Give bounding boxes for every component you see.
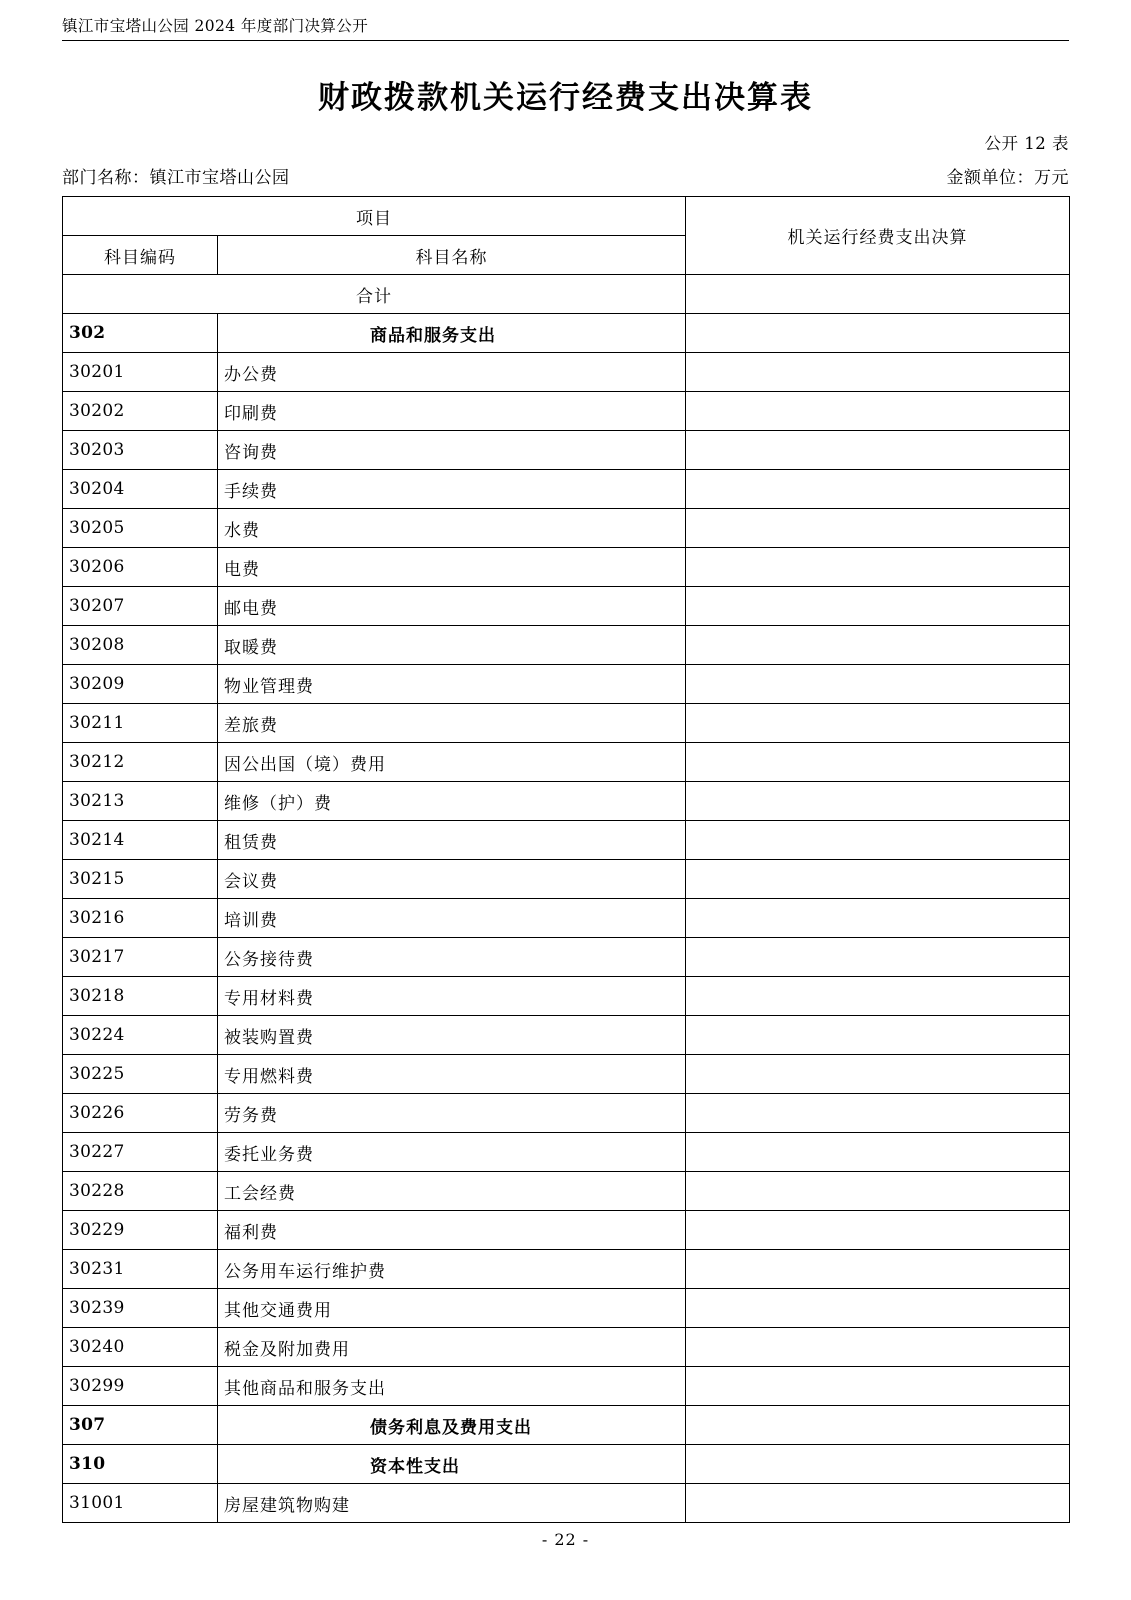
table-row — [63, 1055, 1070, 1094]
amount-unit: 金额单位：万元 — [946, 168, 1069, 188]
expenditure-value — [686, 314, 1070, 353]
expenditure-value — [686, 587, 1070, 626]
subject-name: 专用燃料费 — [218, 1055, 686, 1094]
expenditure-value — [686, 1211, 1070, 1250]
table-row — [63, 1328, 1070, 1367]
subject-name: 债务利息及费用支出 — [218, 1406, 686, 1445]
subject-code: 30203 — [63, 431, 218, 470]
table-header-row-1 — [63, 197, 1070, 236]
subject-code: 30217 — [63, 938, 218, 977]
table-row — [63, 353, 1070, 392]
subject-code: 30208 — [63, 626, 218, 665]
subject-name: 资本性支出 — [218, 1445, 686, 1484]
column-header-code: 科目编码 — [63, 236, 218, 275]
expenditure-value — [686, 470, 1070, 509]
subject-code: 30214 — [63, 821, 218, 860]
department-name: 部门名称：镇江市宝塔山公园 — [62, 168, 290, 188]
expenditure-value — [686, 1094, 1070, 1133]
subject-name: 其他商品和服务支出 — [218, 1367, 686, 1406]
subject-name: 税金及附加费用 — [218, 1328, 686, 1367]
expenditure-value — [686, 899, 1070, 938]
expenditure-value — [686, 1445, 1070, 1484]
expenditure-value — [686, 548, 1070, 587]
column-header-name: 科目名称 — [218, 236, 686, 275]
subject-code: 30204 — [63, 470, 218, 509]
expenditure-value — [686, 977, 1070, 1016]
table-row — [63, 548, 1070, 587]
expenditure-value — [686, 860, 1070, 899]
subject-code: 30205 — [63, 509, 218, 548]
subject-code: 30218 — [63, 977, 218, 1016]
subject-code: 307 — [63, 1406, 218, 1445]
subject-code: 30224 — [63, 1016, 218, 1055]
column-header-item: 项目 — [63, 197, 686, 236]
expenditure-value — [686, 1367, 1070, 1406]
subject-code: 30216 — [63, 899, 218, 938]
subject-code: 30229 — [63, 1211, 218, 1250]
subject-name: 工会经费 — [218, 1172, 686, 1211]
table-row — [63, 470, 1070, 509]
expenditure-value — [686, 743, 1070, 782]
subject-code: 30240 — [63, 1328, 218, 1367]
page-footer: - 22 - — [541, 1530, 590, 1549]
subject-name: 电费 — [218, 548, 686, 587]
subject-name: 差旅费 — [218, 704, 686, 743]
table-row — [63, 509, 1070, 548]
subject-code: 30225 — [63, 1055, 218, 1094]
table-row — [63, 587, 1070, 626]
table-row — [63, 626, 1070, 665]
expenditure-value — [686, 431, 1070, 470]
table-row — [63, 1172, 1070, 1211]
subject-name: 租赁费 — [218, 821, 686, 860]
subject-name: 水费 — [218, 509, 686, 548]
subject-name: 公务用车运行维护费 — [218, 1250, 686, 1289]
table-row — [63, 704, 1070, 743]
table-row — [63, 977, 1070, 1016]
subject-code: 30226 — [63, 1094, 218, 1133]
subject-name: 会议费 — [218, 860, 686, 899]
expenditure-value — [686, 1406, 1070, 1445]
expenditure-value — [686, 1328, 1070, 1367]
budget-table — [62, 196, 1070, 1523]
page-title: 财政拨款机关运行经费支出决算表 — [318, 80, 813, 116]
table-row — [63, 1016, 1070, 1055]
expenditure-value — [686, 626, 1070, 665]
subject-code: 30227 — [63, 1133, 218, 1172]
table-row — [63, 1406, 1070, 1445]
expenditure-value — [686, 1289, 1070, 1328]
subject-code: 30215 — [63, 860, 218, 899]
subject-name: 物业管理费 — [218, 665, 686, 704]
header-divider — [62, 40, 1069, 41]
subject-name: 劳务费 — [218, 1094, 686, 1133]
subject-code: 30201 — [63, 353, 218, 392]
table-row — [63, 665, 1070, 704]
subject-code: 31001 — [63, 1484, 218, 1523]
subject-code: 30202 — [63, 392, 218, 431]
subject-name: 手续费 — [218, 470, 686, 509]
subject-code: 30231 — [63, 1250, 218, 1289]
expenditure-value — [686, 1484, 1070, 1523]
table-row — [63, 1445, 1070, 1484]
table-body — [63, 197, 1070, 1523]
subject-code: 30228 — [63, 1172, 218, 1211]
total-value — [686, 275, 1070, 314]
subject-name: 培训费 — [218, 899, 686, 938]
expenditure-value — [686, 509, 1070, 548]
subject-name: 房屋建筑物购建 — [218, 1484, 686, 1523]
expenditure-value — [686, 1250, 1070, 1289]
subject-name: 商品和服务支出 — [218, 314, 686, 353]
expenditure-value — [686, 353, 1070, 392]
table-row — [63, 1133, 1070, 1172]
expenditure-value — [686, 1172, 1070, 1211]
expenditure-value — [686, 1133, 1070, 1172]
table-row — [63, 1484, 1070, 1523]
subject-name: 维修（护）费 — [218, 782, 686, 821]
subject-name: 委托业务费 — [218, 1133, 686, 1172]
table-row — [63, 1094, 1070, 1133]
table-row — [63, 782, 1070, 821]
expenditure-value — [686, 704, 1070, 743]
meta-row — [62, 163, 1069, 188]
table-row — [63, 1367, 1070, 1406]
subject-code: 302 — [63, 314, 218, 353]
subject-code: 30239 — [63, 1289, 218, 1328]
table-row — [63, 860, 1070, 899]
table-row — [63, 314, 1070, 353]
subject-name: 取暖费 — [218, 626, 686, 665]
table-row — [63, 938, 1070, 977]
expenditure-value — [686, 938, 1070, 977]
total-label: 合计 — [63, 275, 686, 314]
subject-code: 30212 — [63, 743, 218, 782]
expenditure-value — [686, 782, 1070, 821]
expenditure-value — [686, 665, 1070, 704]
running-head: 镇江市宝塔山公园 2024 年度部门决算公开 — [62, 17, 369, 35]
expenditure-value — [686, 1016, 1070, 1055]
table-row — [63, 1211, 1070, 1250]
subject-name: 办公费 — [218, 353, 686, 392]
table-row — [63, 1289, 1070, 1328]
subject-code: 30206 — [63, 548, 218, 587]
table-row — [63, 743, 1070, 782]
subject-name: 专用材料费 — [218, 977, 686, 1016]
expenditure-value — [686, 1055, 1070, 1094]
subject-code: 30211 — [63, 704, 218, 743]
subject-code: 30299 — [63, 1367, 218, 1406]
subject-code: 30207 — [63, 587, 218, 626]
subject-name: 咨询费 — [218, 431, 686, 470]
column-header-amount: 机关运行经费支出决算 — [686, 197, 1070, 275]
subject-name: 印刷费 — [218, 392, 686, 431]
table-row — [63, 1250, 1070, 1289]
table-row — [63, 431, 1070, 470]
subject-name: 邮电费 — [218, 587, 686, 626]
table-row — [63, 899, 1070, 938]
subject-code: 30213 — [63, 782, 218, 821]
subject-name: 被装购置费 — [218, 1016, 686, 1055]
subject-code: 310 — [63, 1445, 218, 1484]
subject-code: 30209 — [63, 665, 218, 704]
sheet-number: 公开 12 表 — [984, 134, 1069, 153]
subject-name: 因公出国（境）费用 — [218, 743, 686, 782]
subject-name: 公务接待费 — [218, 938, 686, 977]
table-row — [63, 821, 1070, 860]
expenditure-value — [686, 392, 1070, 431]
table-row-total — [63, 275, 1070, 314]
table-row — [63, 392, 1070, 431]
subject-name: 其他交通费用 — [218, 1289, 686, 1328]
subject-name: 福利费 — [218, 1211, 686, 1250]
expenditure-value — [686, 821, 1070, 860]
